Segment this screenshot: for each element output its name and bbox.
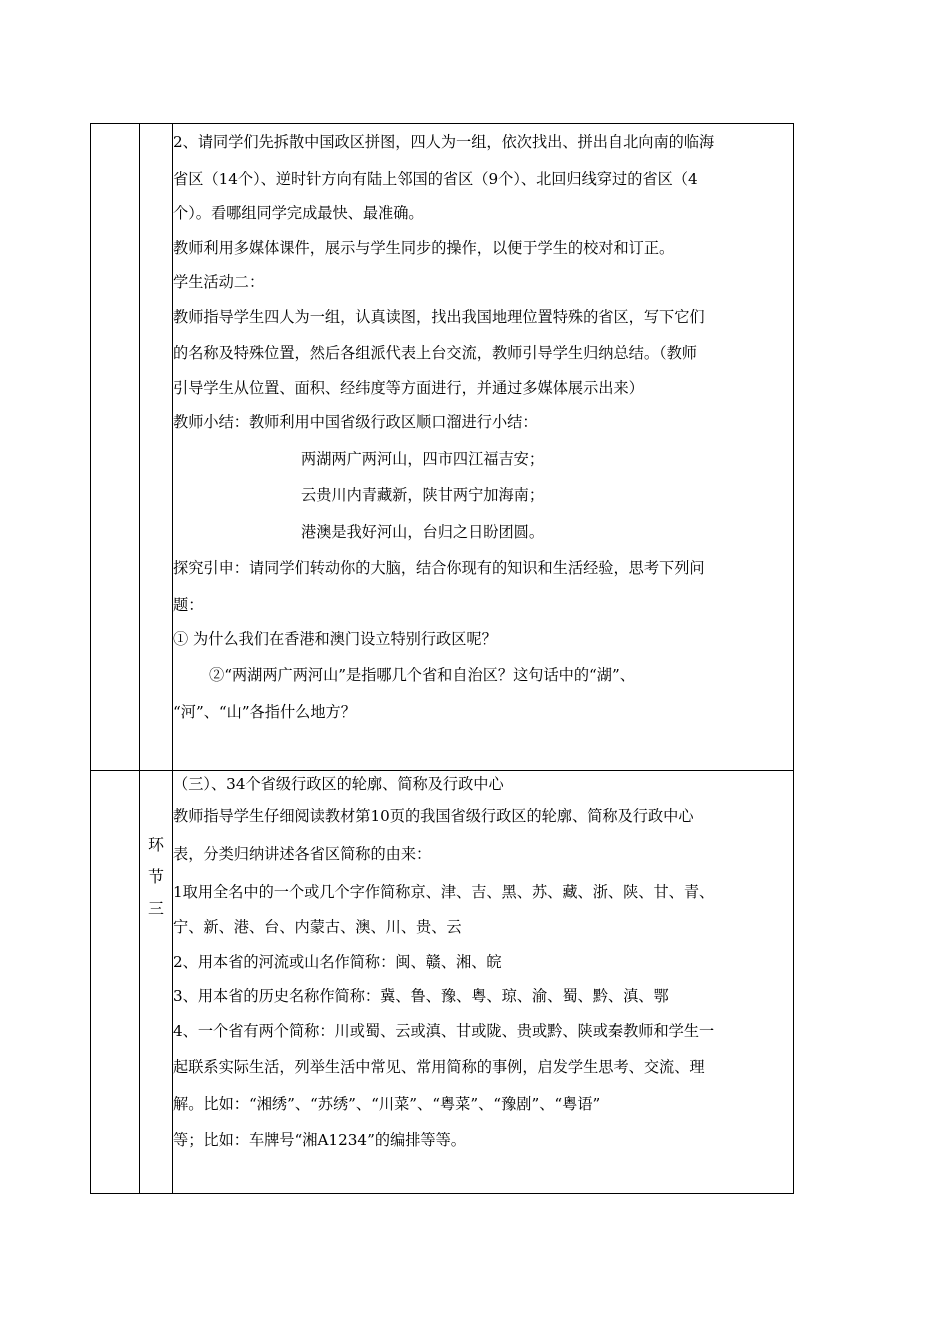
section-label — [140, 831, 172, 923]
text-line: 2、用本省的河流或山名作简称：闽、赣、湘、皖 — [173, 952, 502, 971]
table-row — [91, 771, 794, 1194]
text-line: 1取用全名中的一个或几个字作简称京、津、吉、黑、苏、藏、浙、陕、甘、青、 — [173, 883, 715, 901]
text-line: 的名称及特殊位置，然后各组派代表上台交流，教师引导学生归纳总结。（教师 — [173, 344, 697, 362]
text-line: 学生活动二： — [173, 273, 265, 291]
section-heading: （三）、34个省级行政区的轮廓、简称及行政中心 — [173, 775, 504, 793]
text-line: 教师指导学生仔细阅读教材第10页的我国省级行政区的轮廓、简称及行政中心 — [173, 807, 694, 825]
text-line: 个）。看哪组同学完成最快、最准确。 — [173, 204, 424, 222]
empty-cell — [140, 124, 173, 771]
text-line: 教师利用多媒体课件，展示与学生同步的操作，以便于学生的校对和订正。 — [173, 238, 675, 257]
label-char: 三 — [147, 899, 164, 918]
text-line: 探究引申：请同学们转动你的大脑，结合你现有的知识和生活经验，思考下列问 — [173, 559, 705, 577]
poem-line: 港澳是我好河山，台归之日盼团圆。 — [301, 522, 544, 541]
text-line: 解。比如：“湘绣”、“苏绣”、“川菜”、“粤菜”、“豫剧”、“粤语” — [173, 1094, 601, 1113]
lesson-plan-table — [90, 123, 794, 1194]
empty-cell — [91, 124, 140, 771]
text-line: 题： — [173, 595, 204, 614]
section-label-cell — [140, 771, 173, 1194]
content-cell-section2 — [173, 124, 794, 771]
text-line: 3、用本省的历史名称作简称：冀、鲁、豫、粤、琼、渝、蜀、黔、滇、鄂 — [173, 987, 669, 1005]
text-line: 4、一个省有两个简称：川或蜀、云或滇、甘或陇、贵或黔、陕或秦教师和学生一 — [173, 1021, 715, 1040]
text-line: “河”、“山”各指什么地方？ — [173, 702, 356, 721]
text-line: 教师指导学生四人为一组，认真读图，找出我国地理位置特殊的省区，写下它们 — [173, 307, 705, 326]
text-line: ②“两湖两广两河山”是指哪几个省和自治区？这句话中的“湖”、 — [209, 665, 635, 684]
content-cell-section3 — [173, 771, 794, 1194]
text-line: 教师小结：教师利用中国省级行政区顺口溜进行小结： — [173, 413, 538, 431]
text-line: 起联系实际生活，列举生活中常见、常用简称的事例，启发学生思考、交流、理 — [173, 1058, 705, 1076]
empty-cell — [91, 771, 140, 1194]
poem-line: 云贵川内青藏新，陕甘两宁加海南； — [301, 486, 544, 504]
text-line: 引导学生从位置、面积、经纬度等方面进行，并通过多媒体展示出来） — [173, 378, 644, 397]
text-line: 宁、新、港、台、内蒙古、澳、川、贵、云 — [173, 918, 462, 936]
poem-line: 两湖两广两河山，四市四江福吉安； — [301, 449, 544, 468]
text-line: 等；比如：车牌号“湘A1234”的编排等等。 — [173, 1131, 466, 1149]
table-row — [91, 124, 794, 771]
text-line: 2、请同学们先拆散中国政区拼图，四人为一组，依次找出、拼出自北向南的临海 — [173, 133, 715, 151]
label-char: 节 — [147, 867, 164, 886]
text-line: 省区（14个）、逆时针方向有陆上邻国的省区（9个）、北回归线穿过的省区（4 — [173, 169, 698, 188]
text-line: 表，分类归纳讲述各省区简称的由来： — [173, 845, 432, 863]
text-line: ① 为什么我们在香港和澳门设立特别行政区呢？ — [173, 630, 497, 648]
label-char: 环 — [147, 835, 164, 854]
